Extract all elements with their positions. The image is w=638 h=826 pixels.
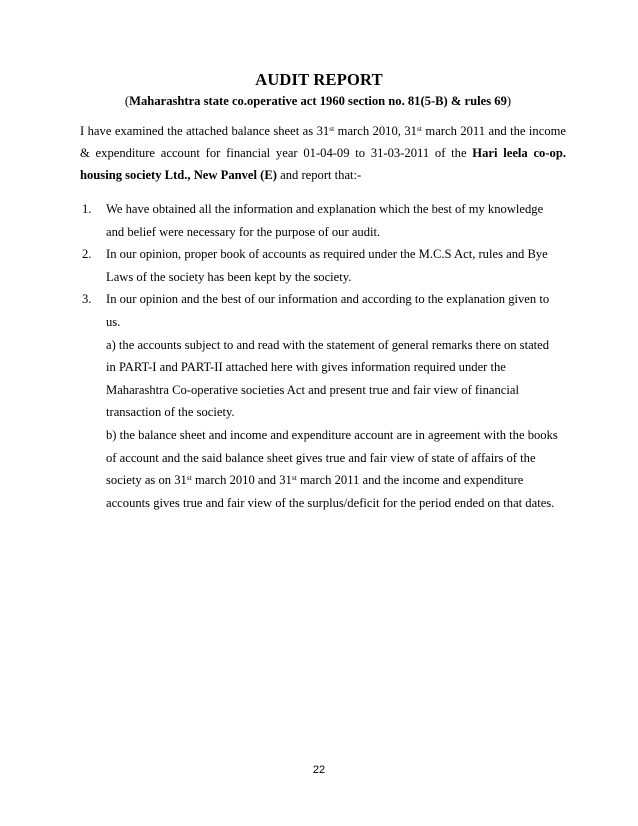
list-line: Laws of the society has been kept by the society. — [106, 269, 352, 284]
list-line: in PART-I and PART-II attached here with gives information required under the — [106, 360, 506, 375]
intro-text: march 2011 and the income — [421, 124, 566, 138]
list-line: In our opinion, proper book of accounts as required under the M.C.S Act, rules and Bye — [106, 247, 548, 262]
intro-text: and report that:- — [276, 168, 362, 182]
findings-list — [80, 198, 566, 514]
list-item — [80, 198, 566, 243]
list-line: a) the accounts subject to and read with the statement of general remarks there on stated — [106, 337, 550, 352]
page-number: 22 — [312, 764, 326, 776]
list-line: us. — [106, 314, 121, 329]
list-item — [80, 288, 566, 514]
list-line: Maharashtra Co-operative societies Act and present true and fair view of financial — [106, 382, 519, 397]
list-text: march 2010 and 31 — [191, 473, 292, 488]
report-subtitle — [0, 94, 638, 109]
subtitle-close-paren: ) — [506, 94, 512, 108]
list-number: 3. — [82, 292, 92, 307]
subtitle-open-paren: ( — [124, 94, 130, 108]
intro-line-2 — [80, 142, 566, 164]
list-number: 1. — [82, 202, 92, 216]
ordinal-suffix: st — [291, 473, 297, 483]
list-line: and belief were necessary for the purpose of our audit. — [106, 224, 381, 239]
list-line: We have obtained all the information and explanation which the best of my knowledge — [106, 202, 544, 216]
intro-text: I have examined the attached balance sheet as 31 — [80, 124, 330, 138]
report-title: AUDIT REPORT — [255, 70, 383, 89]
list-line: of account and the said balance sheet gives true and fair view of state of affairs of the — [106, 450, 536, 465]
list-item — [80, 243, 566, 288]
list-text: society as on 31 — [106, 473, 187, 488]
intro-paragraph — [80, 120, 566, 186]
list-line — [106, 469, 566, 492]
intro-line-3 — [80, 164, 566, 186]
list-line: accounts gives true and fair view of the surplus/deficit for the period ended on that dates. — [106, 495, 555, 510]
society-name-continued: housing society Ltd., New Panvel (E) — [80, 168, 277, 182]
ordinal-suffix: st — [416, 124, 422, 133]
intro-text: & expenditure account for financial year 01-04-09 to 31-03-2011 of the — [80, 146, 473, 160]
list-line: In our opinion and the best of our information and according to the explanation given to — [106, 292, 550, 307]
society-name: Hari leela co-op. — [472, 146, 567, 160]
list-number: 2. — [82, 247, 92, 262]
ordinal-suffix: st — [329, 124, 335, 133]
intro-text: march 2010, 31 — [334, 124, 417, 138]
list-text: march 2011 and the income and expenditure — [296, 473, 524, 488]
intro-line-1 — [80, 120, 566, 142]
subtitle-act-reference: Maharashtra state co.operative act 1960 section no. 81(5-B) & rules 69 — [129, 94, 507, 108]
list-line: b) the balance sheet and income and expenditure account are in agreement with the books — [106, 427, 558, 442]
list-line: transaction of the society. — [106, 405, 235, 420]
ordinal-suffix: st — [186, 473, 192, 483]
